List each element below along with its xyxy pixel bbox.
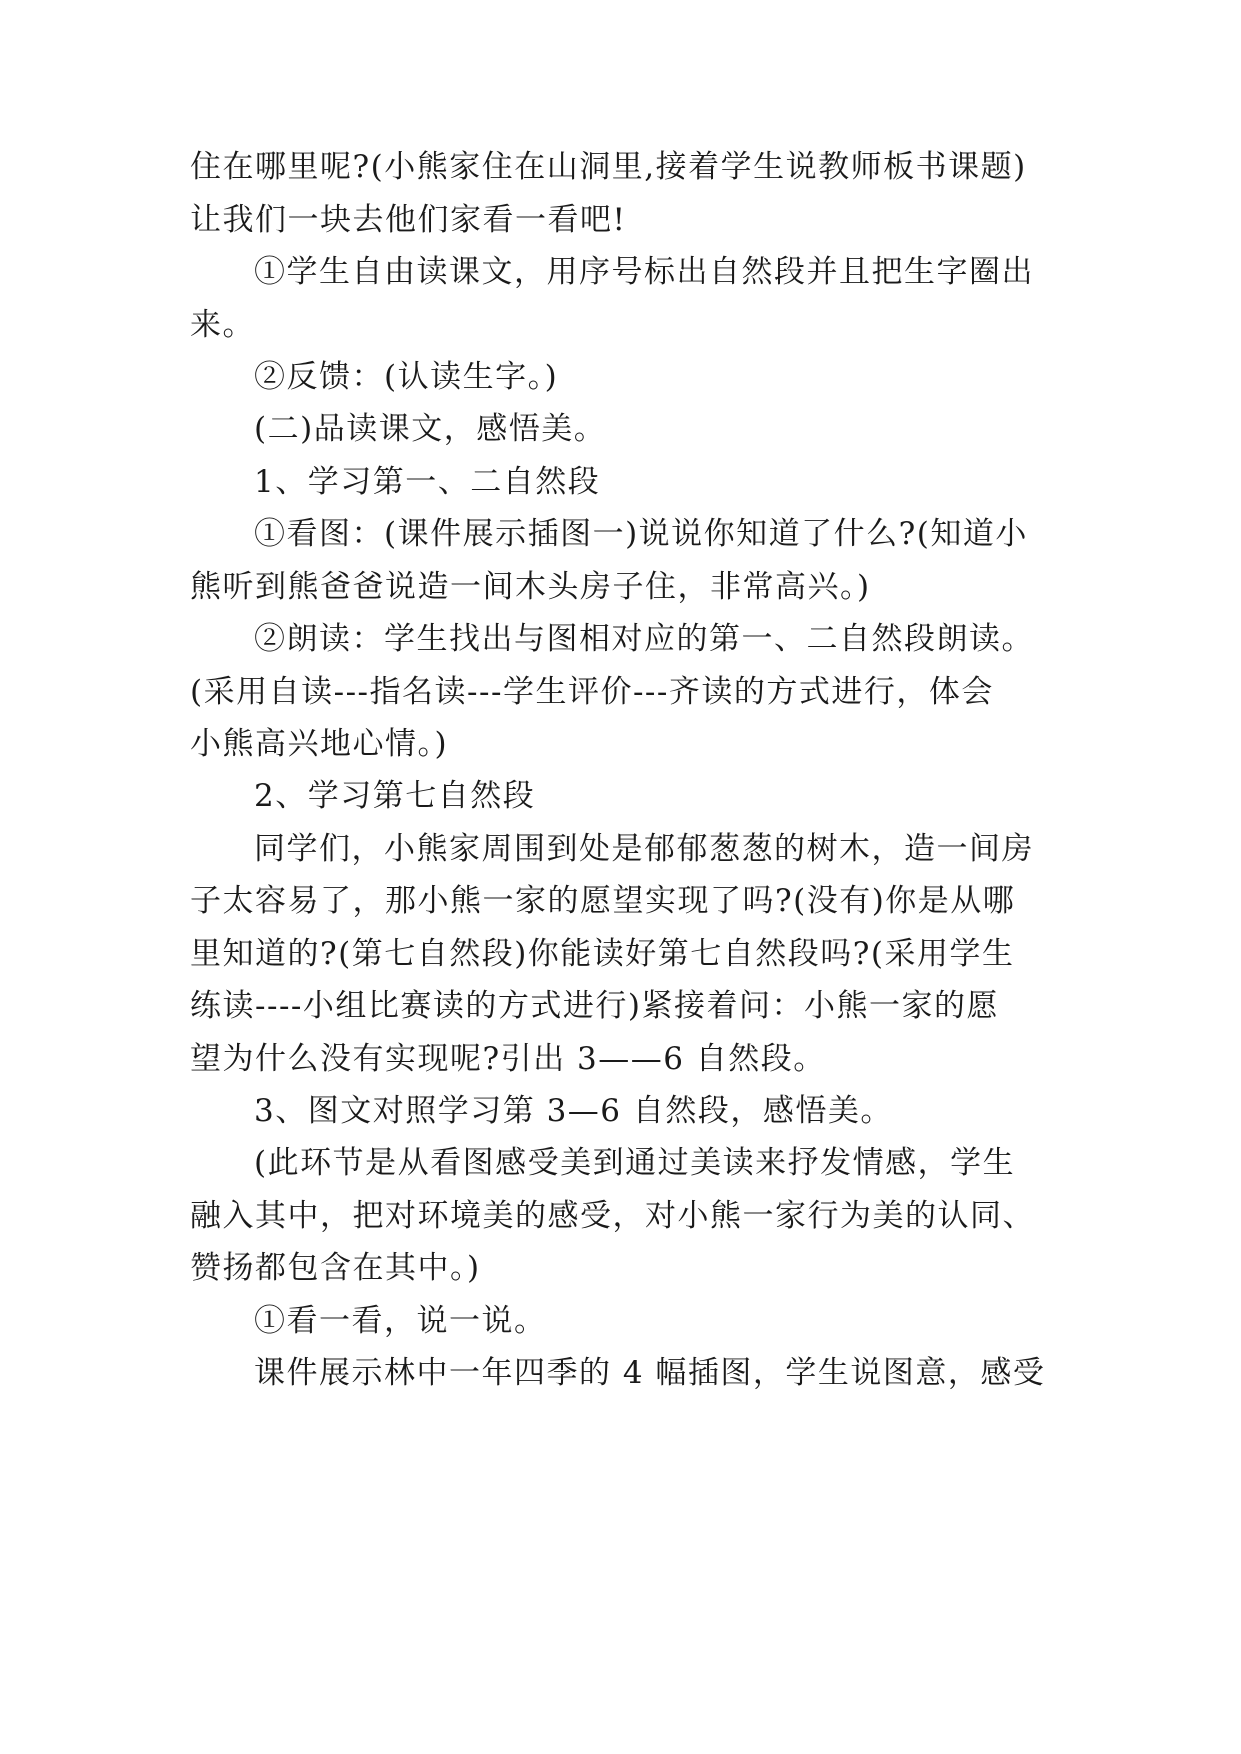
text-line: 子太容易了，那小熊一家的愿望实现了吗?(没有)你是从哪 [190, 883, 1016, 919]
text-line: 来。 [190, 307, 255, 343]
text-line: 练读----小组比赛读的方式进行)紧接着问：小熊一家的愿 [190, 988, 999, 1024]
text-line: 课件展示林中一年四季的 4 幅插图，学生说图意，感受 [254, 1355, 1046, 1391]
text-line: 同学们，小熊家周围到处是郁郁葱葱的树木，造一间房 [254, 831, 1034, 867]
text-line: ②朗读：学生找出与图相对应的第一、二自然段朗读。 [254, 621, 1034, 657]
text-line: 里知道的?(第七自然段)你能读好第七自然段吗?(采用学生 [190, 936, 1015, 972]
text-line: 让我们一块去他们家看一看吧! [190, 202, 627, 238]
text-line: (此环节是从看图感受美到通过美读来抒发情感，学生 [254, 1145, 1016, 1181]
subsection-heading: 1、学习第一、二自然段 [254, 464, 601, 500]
text-line: 赞扬都包含在其中。) [190, 1250, 481, 1286]
text-line: ①看一看，说一说。 [254, 1303, 547, 1339]
section-heading: (二)品读课文，感悟美。 [254, 411, 607, 447]
subsection-heading: 3、图文对照学习第 3—6 自然段，感悟美。 [254, 1093, 893, 1129]
text-line: ①看图：(课件展示插图一)说说你知道了什么?(知道小 [254, 516, 1028, 552]
subsection-heading: 2、学习第七自然段 [254, 778, 536, 814]
text-line: 熊听到熊爸爸说造一间木头房子住，非常高兴。) [190, 569, 871, 605]
text-line: 望为什么没有实现呢?引出 3——6 自然段。 [190, 1041, 826, 1077]
text-line: ①学生自由读课文，用序号标出自然段并且把生字圈出 [254, 254, 1034, 290]
text-line: 融入其中，把对环境美的感受，对小熊一家行为美的认同、 [190, 1198, 1035, 1234]
text-line: (采用自读---指名读---学生评价---齐读的方式进行，体会 [190, 674, 994, 710]
text-line: 住在哪里呢?(小熊家住在山洞里,接着学生说教师板书课题) [190, 149, 1027, 185]
text-line: ②反馈：(认读生字。) [254, 359, 559, 395]
text-line: 小熊高兴地心情。) [190, 726, 449, 762]
